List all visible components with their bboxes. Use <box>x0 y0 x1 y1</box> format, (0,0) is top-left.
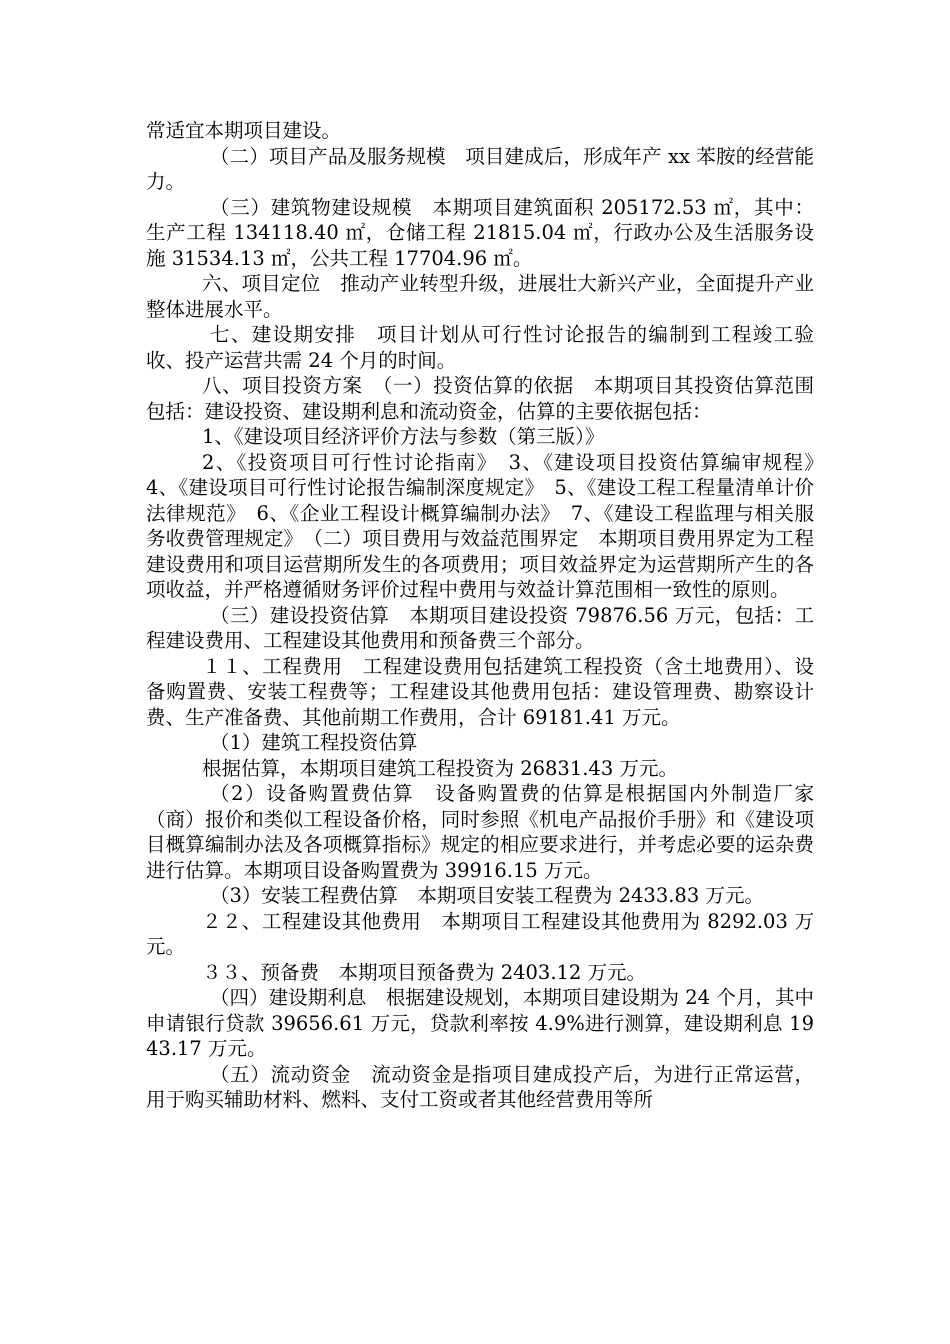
paragraph: 八、项目投资方案 （一）投资估算的依据 本期项目其投资估算范围包括：建设投资、建设期利息和流动资金，估算的主要依据包括： <box>146 374 814 423</box>
paragraph: （二）项目产品及服务规模 项目建成后，形成年产 xx 苯胺的经营能力。 <box>146 144 814 193</box>
paragraph: （三）建设投资估算 本期项目建设投资 79876.56 万元，包括：工程建设费用、工程建设其他费用和预备费三个部分。 <box>146 603 814 652</box>
paragraph: 根据估算，本期项目建筑工程投资为 26831.43 万元。 <box>202 756 678 780</box>
paragraph: （三）建筑物建设规模 本期项目建筑面积 205172.53 ㎡，其中：生产工程 134118.40 ㎡，仓储工程 21815.04 ㎡，行政办公及生活服务设施 31534.13 ㎡，公共工程 17704.96 ㎡。 <box>146 195 814 270</box>
document-body <box>146 118 834 1113</box>
paragraph: 常适宜本期项目建设。 <box>146 119 342 142</box>
paragraph: １１、工程费用 工程建设费用包括建筑工程投资（含土地费用）、设备购置费、安装工程费等；工程建设其他费用包括：建设管理费、勘察设计费、生产准备费、其他前期工作费用，合计 69181.41 万元。 <box>146 654 814 729</box>
paragraph: （3）安装工程费估算 本期项目安装工程费为 2433.83 万元。 <box>210 884 764 907</box>
paragraph: 六、项目定位 推动产业转型升级，进展壮大新兴产业，全面提升产业整体进展水平。 <box>146 272 814 321</box>
paragraph: （1）建筑工程投资估算 <box>210 731 418 754</box>
paragraph: 1、《建设项目经济评价方法与参数（第三版）》 <box>202 425 605 448</box>
paragraph: （2）设备购置费估算 设备购置费的估算是根据国内外制造厂家（商）报价和类似工程设备价格，同时参照《机电产品报价手册》和《建设项目概算编制办法及各项概算指标》规定的相应要求进行，并考虑必要的运杂费进行估算。本期项目设备购置费为 39916.15 万元。 <box>146 782 814 882</box>
paragraph: 七、建设期安排 项目计划从可行性讨论报告的编制到工程竣工验收、投产运营共需 24 个月的时间。 <box>146 323 814 372</box>
paragraph: 2、《投资项目可行性讨论指南》 3、《建设项目投资估算编审规程》 4、《建设项目可行性讨论报告编制深度规定》 5、《建设工程工程量清单计价法律规范》 6、《企业工程设计概算编制办法》 7、《建设工程监理与相关服务收费管理规定》 （二）项目费用与效益范围界定 本期项目费用界定为工程建设费用和项目运营期所发生的各项费用；项目效益界定为运营期所产生的各项收益，并严格遵循财务评价过程中费用与效益计算范围相一致性的原则。 <box>146 450 834 601</box>
paragraph: （五）流动资金 流动资金是指项目建成投产后，为进行正常运营，用于购买辅助材料、燃料、支付工资或者其他经营费用等所 <box>146 1062 814 1111</box>
paragraph: （四）建设期利息 根据建设规划，本期项目建设期为 24 个月，其中申请银行贷款 39656.61 万元，贷款利率按 4.9%进行测算，建设期利息 1943.17 万元。 <box>146 986 814 1060</box>
paragraph: ２２、工程建设其他费用 本期项目工程建设其他费用为 8292.03 万元。 <box>146 909 814 958</box>
paragraph: ３３、预备费 本期项目预备费为 2403.12 万元。 <box>202 960 647 984</box>
